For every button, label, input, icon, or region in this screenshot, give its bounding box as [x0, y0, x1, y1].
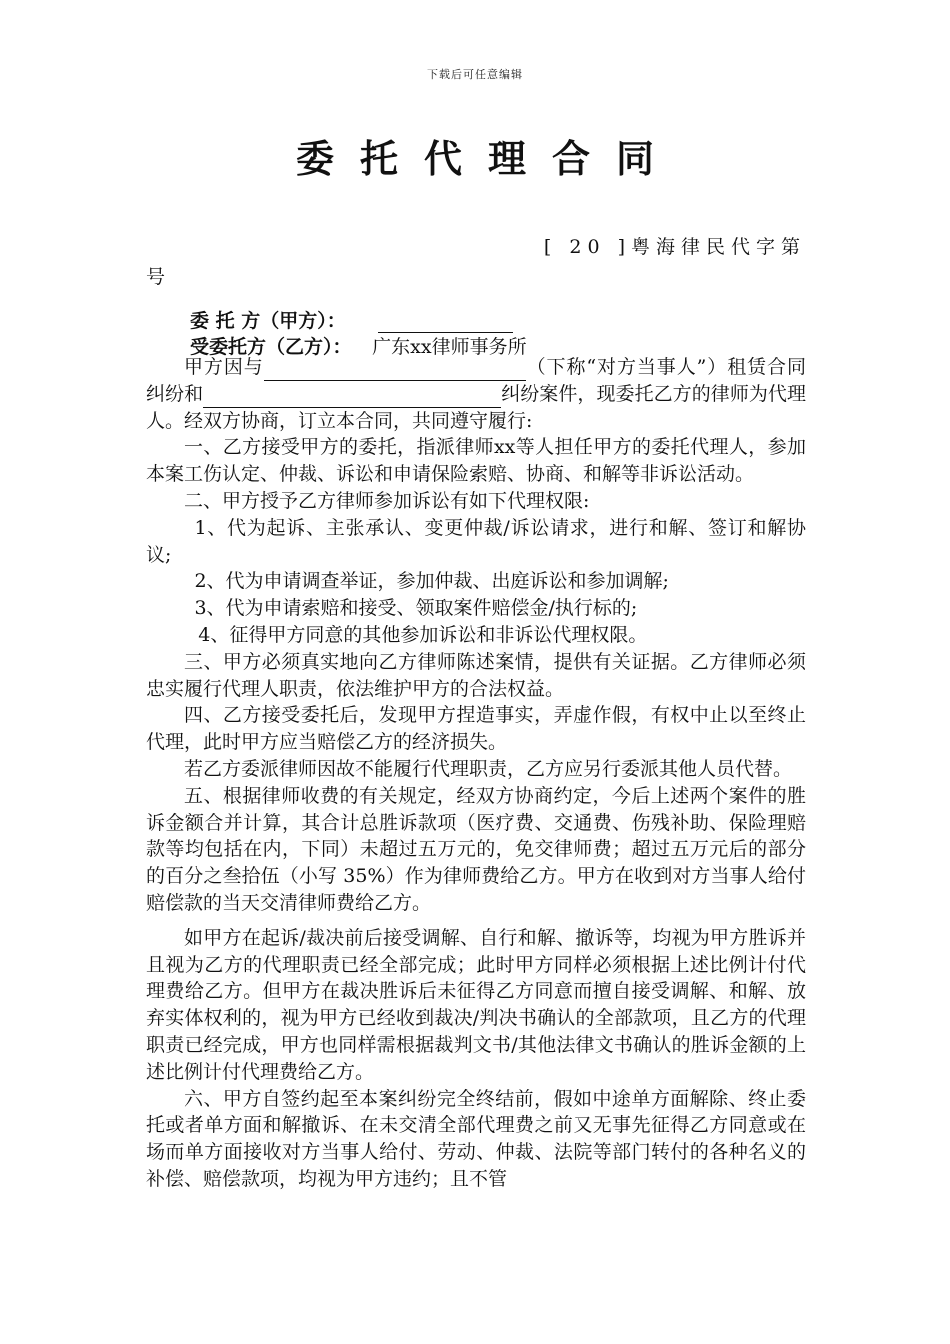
client-label: 委 托 方（甲方）：	[190, 310, 346, 332]
authority-item-3: 3、代为申请索赔和接受、领取案件赔偿金/执行标的;	[194, 597, 638, 620]
page-title: 委托代理合同	[295, 136, 680, 181]
authority-item-1: 1、代为起诉、主张承认、变更仲裁/诉讼请求，进行和解、签订和解协议;	[146, 516, 806, 566]
clause-5-note: 如甲方在起诉/裁决前后接受调解、自行和解、撤诉等，均视为甲方胜诉并且视为乙方的代理职责已经全部完成；此时甲方同样必须根据上述比例计付代理费给乙方。但甲方在裁决胜诉后未征得乙方同意而擅自接受调解、和解、放弃实体权利的，视为甲方已经收到裁决/判决书确认的全部款项，且乙方的代理职责已经完成，甲方也同样需根据裁判文书/其他法律文书确认的胜诉金额的上述比例计付代理费给乙方。	[146, 926, 806, 1083]
doc-number	[146, 232, 806, 292]
header-note: 下载后可任意编辑	[427, 68, 523, 81]
intro-text-a: 甲方因与	[184, 356, 264, 378]
clause-3: 三、甲方必须真实地向乙方律师陈述案情，提供有关证据。乙方律师必须忠实履行代理人职责，依法维护甲方的合法权益。	[146, 650, 806, 700]
counterparty-blank[interactable]	[264, 360, 526, 381]
clause-2: 二、甲方授予乙方律师参加诉讼有如下代理权限:	[184, 489, 590, 512]
authority-item-4: 4、征得甲方同意的其他参加诉讼和非诉讼代理权限。	[198, 623, 648, 646]
dispute-type-blank[interactable]	[203, 387, 501, 408]
paragraph-intro	[146, 354, 806, 434]
clause-1: 一、乙方接受甲方的委托，指派律师xx等人担任甲方的委托代理人，参加本案工伤认定、仲裁、诉讼和申请保险索赔、协商、和解等非诉讼活动。	[146, 436, 806, 486]
agent-label: 受委托方（乙方）：	[190, 336, 352, 358]
authority-item-2: 2、代为申请调查举证，参加仲裁、出庭诉讼和参加调解;	[194, 570, 669, 593]
intro-text-c: 纠纷案件，现委托乙方的律师为代理人。经双方协商，订立本合同，共同遵守履行:	[146, 382, 806, 432]
contract-body	[146, 354, 806, 1193]
agent-value: 广东xx律师事务所	[372, 336, 527, 358]
clause-4: 四、乙方接受委托后，发现甲方捏造事实，弄虚作假，有权中止以至终止代理，此时甲方应当赔偿乙方的经济损失。	[146, 704, 806, 754]
clause-6: 六、甲方自签约起至本案纠纷完全终结前，假如中途单方面解除、终止委托或者单方面和解撤诉、在未交清全部代理费之前又无事先征得乙方同意或在场而单方面接收对方当事人给付、劳动、仲裁、法院等部门转付的各种名义的补偿、赔偿款项，均视为甲方违约；且不管	[146, 1087, 806, 1190]
intro-text-b: （下称“对方当事人”）租赁合同纠纷和	[146, 356, 806, 405]
doc-number-line1: [ 20 ]粤海律民代字第	[543, 236, 806, 258]
doc-number-line2: 号	[146, 266, 166, 288]
clause-5: 五、根据律师收费的有关规定，经双方协商约定，今后上述两个案件的胜诉金额合并计算，其合计总胜诉款项（医疗费、交通费、伤残补助、保险理赔款等均包括在内，下同）未超过五万元的，免交律师费；超过五万元后的部分的百分之叁拾伍（小写 35%）作为律师费给乙方。甲方在收到对方当事人给付赔偿款的当天交清律师费给乙方。	[146, 784, 806, 914]
clause-4-note: 若乙方委派律师因故不能履行代理职责，乙方应另行委派其他人员代替。	[184, 757, 793, 780]
client-name-blank[interactable]	[378, 310, 513, 333]
client-party-row	[190, 306, 513, 333]
